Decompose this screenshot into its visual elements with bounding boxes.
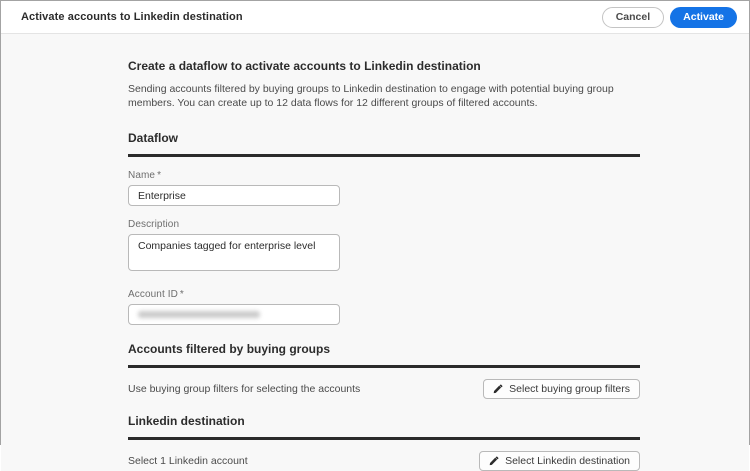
select-buying-group-filters-button[interactable] — [483, 379, 640, 399]
intro-title: Create a dataflow to activate accounts to Linkedin destination — [128, 59, 481, 73]
linkedin-destination-section — [128, 414, 640, 471]
account-id-input-wrap — [128, 304, 640, 325]
description-textarea[interactable] — [128, 234, 340, 271]
account-id-label-text: Account ID — [128, 289, 178, 300]
account-id-required-asterisk: * — [179, 289, 184, 300]
pencil-icon — [493, 384, 503, 394]
select-linkedin-destination-button[interactable] — [479, 451, 640, 471]
select-linkedin-destination-label: Select Linkedin destination — [505, 454, 630, 467]
intro-description: Sending accounts filtered by buying groups to Linkedin destination to engage with potential buying group members. You can create up to 12 data flows for 12 different groups of filtered accounts. — [128, 83, 614, 109]
pencil-icon — [489, 456, 499, 466]
account-id-label — [128, 289, 640, 300]
buying-groups-divider — [128, 365, 640, 368]
name-input[interactable] — [128, 185, 340, 206]
linkedin-destination-row — [128, 451, 640, 471]
top-bar-actions — [602, 7, 737, 28]
description-label: Description — [128, 219, 180, 230]
linkedin-destination-divider — [128, 437, 640, 440]
name-label — [128, 170, 640, 181]
account-id-field-group — [128, 289, 640, 325]
buying-groups-hint: Use buying group filters for selecting the accounts — [128, 383, 361, 395]
account-id-redacted-value — [138, 311, 260, 318]
dataflow-heading: Dataflow — [128, 131, 179, 145]
top-bar — [1, 1, 749, 34]
select-buying-group-filters-label: Select buying group filters — [509, 382, 630, 395]
buying-groups-section — [128, 342, 640, 399]
page-title: Activate accounts to Linkedin destination — [21, 11, 243, 23]
content-area — [1, 34, 749, 471]
name-required-asterisk: * — [157, 170, 162, 181]
cancel-button[interactable]: Cancel — [602, 7, 664, 28]
buying-groups-row — [128, 379, 640, 399]
linkedin-destination-heading: Linkedin destination — [128, 414, 245, 428]
name-label-text: Name — [128, 170, 156, 181]
linkedin-destination-hint: Select 1 Linkedin account — [128, 455, 248, 467]
form-container — [128, 34, 640, 471]
buying-groups-heading: Accounts filtered by buying groups — [128, 342, 331, 356]
dataflow-divider — [128, 154, 640, 157]
name-field-group — [128, 170, 640, 206]
description-field-group — [128, 219, 640, 276]
dataflow-section — [128, 131, 640, 325]
activate-button[interactable]: Activate — [670, 7, 737, 28]
